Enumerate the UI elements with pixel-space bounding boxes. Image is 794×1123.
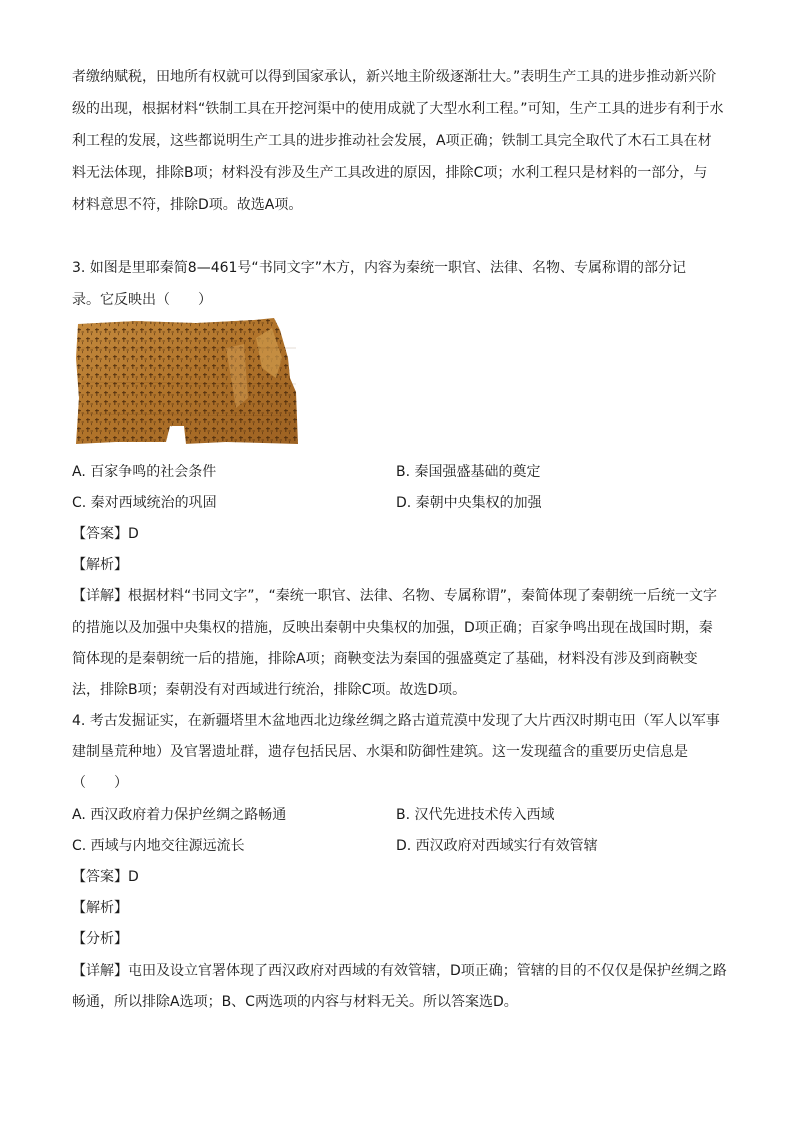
q3-option-a: A. 百家争鸣的社会条件: [72, 464, 217, 480]
q4-stem-line-3: （ ）: [72, 775, 128, 791]
wooden-slip-image: [76, 318, 298, 444]
q3-analysis-label: 【解析】: [72, 557, 128, 573]
intro-line-1: 者缴纳赋税，田地所有权就可以得到国家承认，新兴地主阶级逐渐壮大。”表明生产工具的进步推动新兴阶: [72, 69, 717, 85]
intro-line-3: 利工程的发展，这些都说明生产工具的进步推动社会发展，A项正确；铁制工具完全取代了木石工具在材: [72, 133, 712, 149]
q4-detail-line-2: 畅通，所以排除A选项；B、C两选项的内容与材料无关。所以答案选D。: [72, 994, 518, 1010]
q3-detail-line-1: 【详解】根据材料“书同文字”，“秦统一职官、法律、名物、专属称谓”，秦简体现了秦朝统一后统一文字: [72, 588, 718, 604]
q4-option-a: A. 西汉政府着力保护丝绸之路畅通: [72, 807, 287, 823]
intro-line-2: 级的出现，根据材料“铁制工具在开挖河渠中的使用成就了大型水利工程。”可知，生产工具的进步有利于水: [72, 101, 724, 117]
q4-analysis-label: 【解析】: [72, 900, 128, 916]
q4-fenxi-label: 【分析】: [72, 931, 128, 947]
q3-option-b: B. 秦国强盛基础的奠定: [396, 464, 541, 480]
q3-detail-line-2: 的措施以及加强中央集权的措施，反映出秦朝中央集权的加强，D项正确；百家争鸣出现在战国时期，秦: [72, 620, 713, 636]
q4-option-b: B. 汉代先进技术传入西域: [396, 807, 555, 823]
intro-line-4: 料无法体现，排除B项；材料没有涉及生产工具改进的原因，排除C项；水利工程只是材料的一部分，与: [72, 165, 708, 181]
q4-detail-line-1: 【详解】屯田及设立官署体现了西汉政府对西域的有效管辖，D项正确；管辖的目的不仅仅是保护丝绸之路: [72, 963, 727, 979]
q3-stem-line-1: 3. 如图是里耶秦简8—461号“书同文字”木方，内容为秦统一职官、法律、名物、专属称谓的部分记: [72, 260, 686, 276]
q4-stem-line-2: 建制垦荒种地）及官署遗址群，遗存包括民居、水渠和防御性建筑。这一发现蕴含的重要历史信息是: [72, 744, 688, 760]
wooden-slip-drawing: [76, 318, 298, 444]
q4-option-c: C. 西域与内地交往源远流长: [72, 838, 245, 854]
q3-detail-line-3: 简体现的是秦朝统一后的措施，排除A项；商鞅变法为秦国的强盛奠定了基础，材料没有涉及到商鞅变: [72, 651, 698, 667]
intro-line-5: 材料意思不符，排除D项。故选A项。: [72, 197, 303, 213]
q3-stem-line-2: 录。它反映出（ ）: [72, 292, 212, 308]
q3-detail-line-4: 法，排除B项；秦朝没有对西域进行统治，排除C项。故选D项。: [72, 682, 467, 698]
q4-answer: 【答案】D: [72, 869, 139, 885]
q3-answer: 【答案】D: [72, 526, 139, 542]
q4-stem-line-1: 4. 考古发掘证实，在新疆塔里木盆地西北边缘丝绸之路古道荒漠中发现了大片西汉时期屯田（军人以军事: [72, 713, 720, 729]
q3-option-c: C. 秦对西域统治的巩固: [72, 495, 217, 511]
q4-option-d: D. 西汉政府对西域实行有效管辖: [396, 838, 598, 854]
q3-option-d: D. 秦朝中央集权的加强: [396, 495, 542, 511]
